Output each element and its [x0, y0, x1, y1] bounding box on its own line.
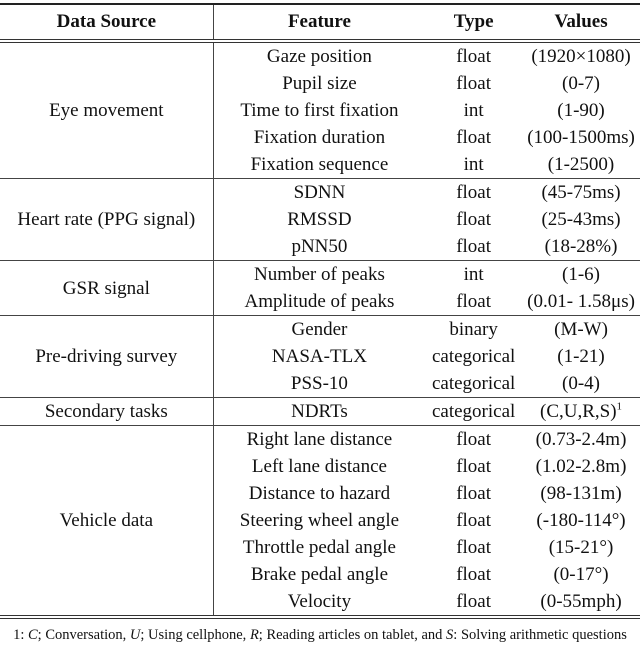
feature-cell — [213, 97, 425, 124]
data-source-cell: Pre-driving survey — [0, 316, 213, 398]
values-cell-text: (C,U,R,S) — [540, 401, 617, 422]
values-cell — [522, 41, 640, 70]
type-cell — [425, 398, 522, 426]
values-cell — [522, 398, 640, 426]
values-cell-text: (0-4) — [562, 373, 601, 394]
type-cell — [425, 151, 522, 179]
footnote — [0, 622, 640, 649]
values-cell — [522, 588, 640, 615]
values-cell-text: (100-1500ms) — [527, 127, 635, 148]
feature-cell-text: NASA-TLX — [271, 346, 367, 367]
type-cell — [425, 453, 522, 480]
values-cell — [522, 343, 640, 370]
feature-cell-text: Number of peaks — [254, 264, 385, 285]
feature-cell-text: Velocity — [287, 591, 352, 612]
data-source-cell: Eye movement — [0, 41, 213, 179]
feature-cell-text: Amplitude of peaks — [244, 291, 395, 312]
type-cell — [425, 343, 522, 370]
values-cell-text: (1-90) — [557, 100, 605, 121]
values-cell — [522, 453, 640, 480]
type-cell — [425, 426, 522, 454]
table-row — [0, 41, 640, 70]
values-cell — [522, 561, 640, 588]
type-cell — [425, 561, 522, 588]
type-cell-text: categorical — [431, 401, 516, 422]
footnote-text: Conversation, — [45, 627, 130, 643]
type-cell — [425, 97, 522, 124]
values-cell — [522, 151, 640, 179]
footnote-text: Solving arithmetic questions — [460, 627, 627, 643]
values-cell-text: (25-43ms) — [541, 209, 621, 230]
header-feature: Feature — [287, 11, 351, 32]
type-cell-text: int — [463, 154, 484, 175]
values-cell — [522, 206, 640, 233]
values-cell — [522, 507, 640, 534]
values-cell-text: (1-21) — [557, 346, 605, 367]
values-cell — [522, 534, 640, 561]
type-cell-text: float — [456, 46, 492, 67]
values-cell-text: (15-21°) — [548, 537, 614, 558]
table-row — [0, 261, 640, 289]
values-cell — [522, 70, 640, 97]
feature-cell-text: Fixation sequence — [250, 154, 389, 175]
type-cell — [425, 588, 522, 615]
values-cell-text: (-180-114°) — [536, 510, 626, 531]
type-cell-text: float — [456, 456, 492, 477]
values-cell — [522, 480, 640, 507]
footnote-sep: ; — [140, 627, 149, 643]
footnote-sep: : — [453, 627, 461, 643]
data-source-cell: Heart rate (PPG signal) — [0, 179, 213, 261]
feature-cell-text: Gender — [291, 319, 348, 340]
feature-cell-text: Pupil size — [282, 73, 357, 94]
feature-cell-text: NDRTs — [291, 401, 348, 422]
table-row — [0, 398, 640, 426]
feature-cell — [213, 561, 425, 588]
type-cell-text: float — [456, 182, 492, 203]
type-cell — [425, 534, 522, 561]
feature-cell-text: Time to first fixation — [240, 100, 399, 121]
feature-cell — [213, 534, 425, 561]
values-cell-text: (1920×1080) — [531, 46, 631, 67]
table-row — [0, 316, 640, 344]
type-cell-text: float — [456, 209, 492, 230]
values-cell — [522, 233, 640, 261]
type-cell — [425, 41, 522, 70]
feature-cell-text: SDNN — [293, 182, 346, 203]
feature-cell — [213, 588, 425, 615]
values-cell — [522, 124, 640, 151]
type-cell-text: float — [456, 591, 492, 612]
feature-cell — [213, 507, 425, 534]
values-cell-text: (1.02-2.8m) — [535, 456, 627, 477]
feature-cell — [213, 480, 425, 507]
footnote-sep: ; — [258, 627, 267, 643]
header-values: Values — [554, 11, 608, 32]
values-cell-text: (M-W) — [554, 319, 608, 340]
type-cell-text: float — [456, 291, 492, 312]
type-cell — [425, 370, 522, 398]
header-row — [0, 4, 640, 41]
type-cell — [425, 288, 522, 316]
footnote-text: Using cellphone, — [148, 627, 250, 643]
feature-cell-text: Steering wheel angle — [239, 510, 400, 531]
feature-cell-text: Right lane distance — [246, 429, 393, 450]
values-cell-text: (0.01- 1.58μs) — [527, 291, 635, 312]
feature-cell — [213, 453, 425, 480]
values-cell — [522, 288, 640, 316]
values-cell-text: (0-17°) — [553, 564, 609, 585]
values-cell-text: (18-28%) — [544, 236, 618, 257]
data-source-cell: Vehicle data — [0, 426, 213, 616]
feature-cell — [213, 316, 425, 344]
type-cell-text: int — [463, 100, 484, 121]
table-body — [0, 41, 640, 615]
feature-cell — [213, 426, 425, 454]
feature-cell-text: PSS-10 — [290, 373, 348, 394]
type-cell-text: float — [456, 73, 492, 94]
feature-cell — [213, 398, 425, 426]
values-cell-text: (1-2500) — [547, 154, 615, 175]
feature-cell-text: pNN50 — [291, 236, 348, 257]
values-cell — [522, 370, 640, 398]
values-cell — [522, 426, 640, 454]
values-cell-text: (0-7) — [562, 73, 601, 94]
type-cell-text: int — [463, 264, 484, 285]
type-cell — [425, 70, 522, 97]
feature-cell — [213, 288, 425, 316]
data-source-cell: GSR signal — [0, 261, 213, 316]
feature-cell — [213, 41, 425, 70]
type-cell — [425, 507, 522, 534]
feature-cell — [213, 206, 425, 233]
footnote-key: R — [249, 627, 259, 643]
type-cell-text: float — [456, 564, 492, 585]
type-cell — [425, 124, 522, 151]
values-cell-text: (98-131m) — [540, 483, 622, 504]
type-cell-text: float — [456, 429, 492, 450]
values-cell — [522, 179, 640, 207]
table-row — [0, 179, 640, 207]
feature-cell — [213, 261, 425, 289]
values-cell-text: (0.73-2.4m) — [535, 429, 627, 450]
table-row — [0, 426, 640, 454]
features-table — [0, 3, 640, 615]
type-cell — [425, 480, 522, 507]
type-cell — [425, 206, 522, 233]
footnote-key: C — [28, 627, 38, 643]
feature-cell — [213, 70, 425, 97]
type-cell-text: binary — [449, 319, 498, 340]
footnote-prefix: 1: — [13, 627, 28, 643]
feature-cell-text: Distance to hazard — [248, 483, 391, 504]
type-cell-text: float — [456, 537, 492, 558]
feature-cell-text: RMSSD — [287, 209, 352, 230]
header-type: Type — [453, 11, 494, 32]
feature-cell-text: Gaze position — [266, 46, 372, 67]
values-cell — [522, 316, 640, 344]
type-cell — [425, 233, 522, 261]
footnote-sep: ; — [37, 627, 46, 643]
values-cell-text: (45-75ms) — [541, 182, 621, 203]
feature-cell — [213, 151, 425, 179]
type-cell-text: categorical — [431, 373, 516, 394]
feature-cell-text: Throttle pedal angle — [242, 537, 396, 558]
feature-cell-text: Fixation duration — [253, 127, 386, 148]
feature-cell — [213, 124, 425, 151]
feature-cell — [213, 179, 425, 207]
values-cell-text: (1-6) — [562, 264, 601, 285]
type-cell-text: float — [456, 510, 492, 531]
feature-cell — [213, 370, 425, 398]
feature-cell-text: Brake pedal angle — [250, 564, 388, 585]
values-cell — [522, 261, 640, 289]
footnote-marker: 1 — [616, 400, 623, 413]
feature-cell — [213, 343, 425, 370]
values-cell — [522, 97, 640, 124]
bottom-rule — [0, 615, 640, 619]
type-cell — [425, 316, 522, 344]
footnote-key: U — [129, 627, 141, 643]
type-cell — [425, 261, 522, 289]
type-cell-text: float — [456, 483, 492, 504]
type-cell — [425, 179, 522, 207]
type-cell-text: float — [456, 236, 492, 257]
header-data-source: Data Source — [0, 4, 213, 41]
values-cell-text: (0-55mph) — [540, 591, 622, 612]
data-source-cell: Secondary tasks — [0, 398, 213, 426]
feature-cell-text: Left lane distance — [251, 456, 387, 477]
feature-cell — [213, 233, 425, 261]
type-cell-text: float — [456, 127, 492, 148]
footnote-key: S — [446, 627, 454, 643]
type-cell-text: categorical — [431, 346, 516, 367]
footnote-text: Reading articles on tablet, and — [266, 627, 447, 643]
